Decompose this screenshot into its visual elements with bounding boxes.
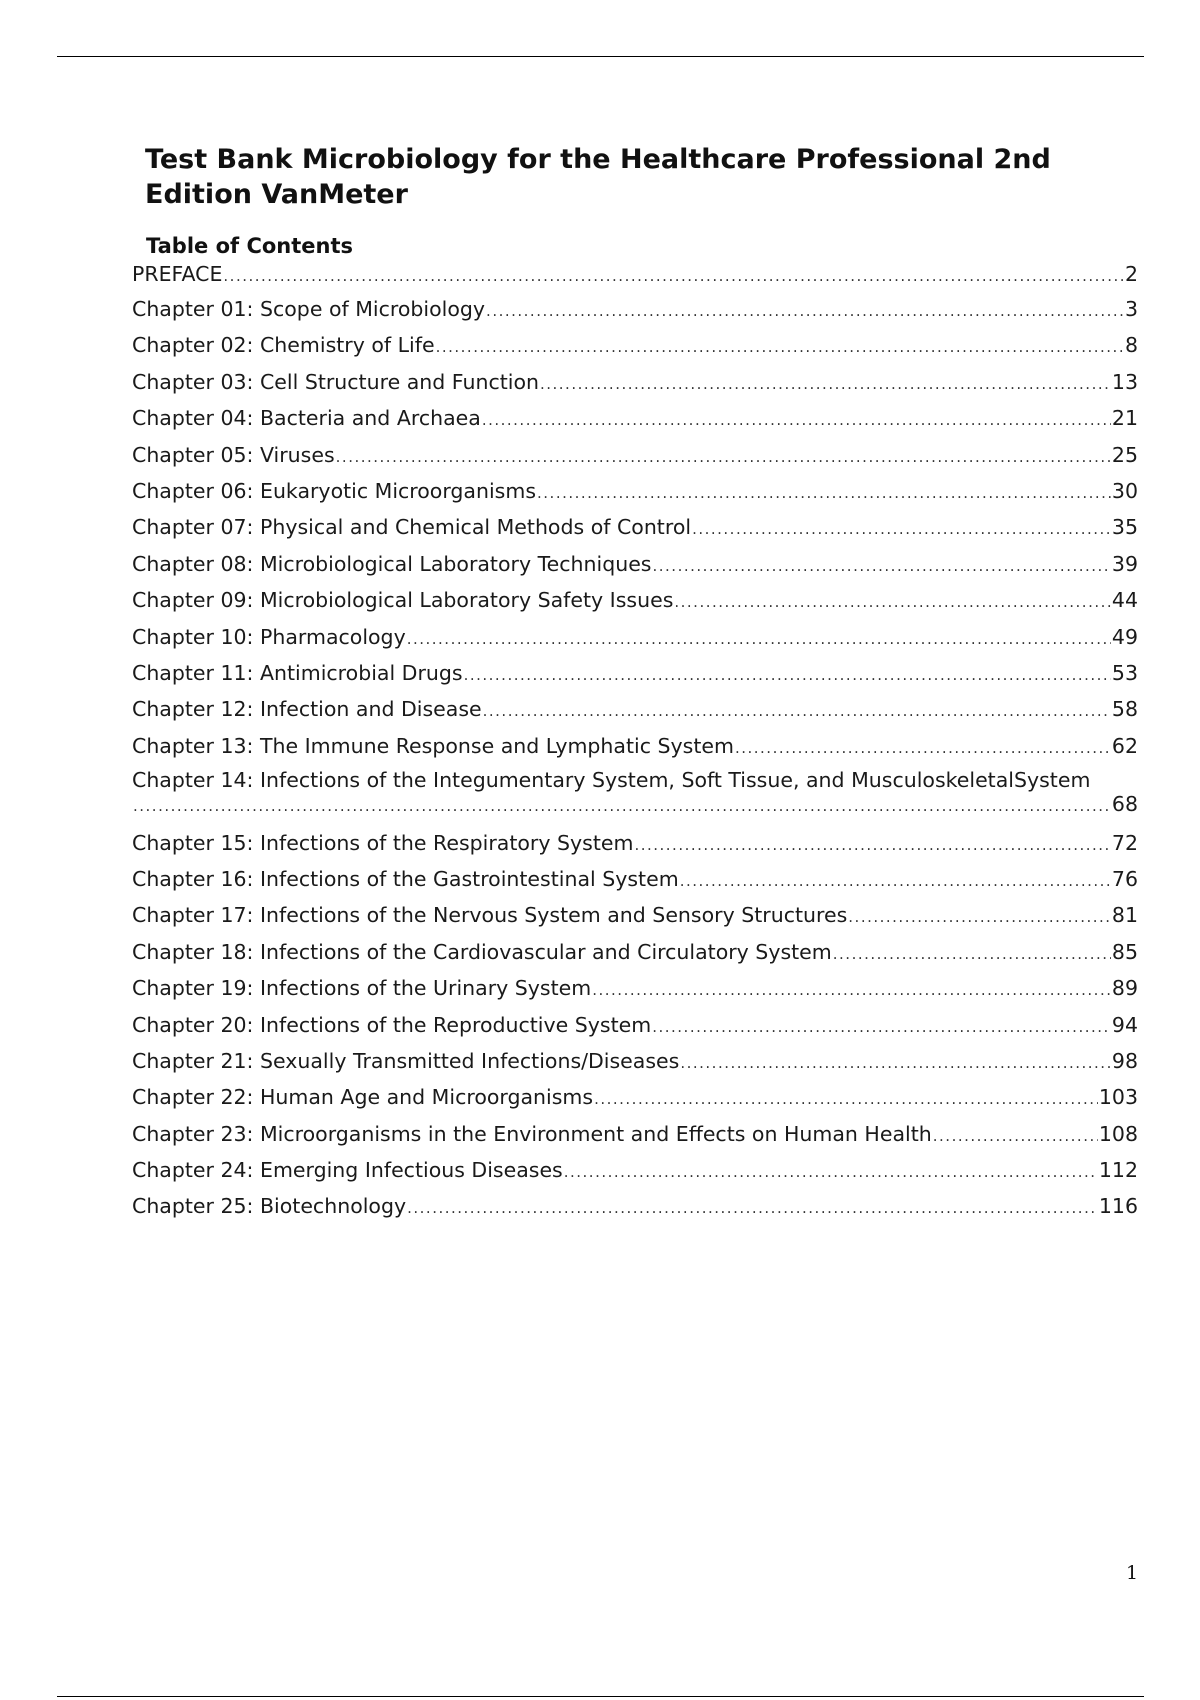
toc-entry-page: 8 xyxy=(1124,333,1138,358)
toc-entry-page: 62 xyxy=(1111,733,1138,758)
toc-entry-title: Chapter 02: Chemistry of Life xyxy=(132,333,435,358)
toc-entry-page: 30 xyxy=(1111,478,1138,503)
toc-entry-chapter-16[interactable] xyxy=(132,865,1138,901)
toc-entry-page: 35 xyxy=(1111,515,1138,540)
toc-entry-page: 25 xyxy=(1111,442,1138,467)
dot-leader xyxy=(848,903,1111,931)
toc-entry-page: 49 xyxy=(1111,624,1138,649)
dot-leader xyxy=(692,515,1111,543)
dot-leader xyxy=(735,734,1111,762)
toc-entry-title: Chapter 17: Infections of the Nervous System and Sensory Structures xyxy=(132,903,848,928)
toc-entry-title: Chapter 22: Human Age and Microorganisms xyxy=(132,1085,594,1110)
toc-entry-title: Chapter 15: Infections of the Respiratory System xyxy=(132,830,634,855)
toc-entry-title: Chapter 11: Antimicrobial Drugs xyxy=(132,660,463,685)
toc-entry-title: Chapter 24: Emerging Infectious Diseases xyxy=(132,1158,563,1183)
dot-leader xyxy=(653,552,1111,580)
toc-entry-title: Chapter 19: Infections of the Urinary System xyxy=(132,976,592,1001)
toc-entry-page: 3 xyxy=(1124,297,1138,321)
dot-leader xyxy=(564,1158,1098,1186)
dot-leader xyxy=(674,588,1111,616)
toc-entry-page: 58 xyxy=(1111,697,1138,722)
toc-entry-chapter-05[interactable] xyxy=(132,441,1138,477)
bottom-rule xyxy=(57,1696,1144,1697)
toc-entry-chapter-14[interactable] xyxy=(132,768,1138,829)
document-title: Test Bank Microbiology for the Healthcare Professional 2nd Edition VanMeter xyxy=(145,144,1051,210)
toc-entry-chapter-04[interactable] xyxy=(132,404,1138,440)
toc-entry-page: 13 xyxy=(1111,369,1138,394)
dot-leader xyxy=(634,831,1110,859)
dot-leader xyxy=(594,1085,1098,1113)
toc-entry-page: 72 xyxy=(1111,830,1138,855)
toc-entry-title: Chapter 12: Infection and Disease xyxy=(132,697,482,722)
toc-entry-page: 116 xyxy=(1098,1194,1138,1219)
toc-entry-chapter-06[interactable] xyxy=(132,477,1138,513)
dot-leader xyxy=(464,661,1111,689)
dot-leader xyxy=(407,1194,1098,1222)
toc-entry-chapter-15[interactable] xyxy=(132,829,1138,865)
toc-entry-chapter-23[interactable] xyxy=(132,1120,1138,1156)
toc-entry-title: Chapter 23: Microorganisms in the Environment and Effects on Human Health xyxy=(132,1121,932,1146)
dot-leader xyxy=(933,1122,1098,1150)
toc-entry-chapter-20[interactable] xyxy=(132,1011,1138,1047)
dot-leader xyxy=(540,370,1111,398)
toc-entry-title: Chapter 10: Pharmacology xyxy=(132,624,406,649)
toc-entry-chapter-17[interactable] xyxy=(132,901,1138,937)
toc-entry-chapter-01[interactable] xyxy=(132,295,1138,331)
toc-entry-page: 68 xyxy=(1111,792,1138,817)
toc-entry-chapter-11[interactable] xyxy=(132,659,1138,695)
dot-leader xyxy=(223,262,1124,290)
toc-entry-chapter-24[interactable] xyxy=(132,1156,1138,1192)
toc-entry-page: 103 xyxy=(1098,1085,1138,1110)
top-rule xyxy=(57,56,1144,57)
dot-leader xyxy=(336,443,1111,471)
toc-entry-title: Chapter 04: Bacteria and Archaea xyxy=(132,406,481,431)
toc-entry-chapter-10[interactable] xyxy=(132,623,1138,659)
toc-entry-page: 85 xyxy=(1111,939,1138,964)
toc-heading: Table of Contents xyxy=(146,234,354,258)
dot-leader xyxy=(592,976,1111,1004)
toc-entry-page: 76 xyxy=(1111,866,1138,891)
toc-entry-title: PREFACE xyxy=(132,262,223,286)
toc-entry-title: Chapter 18: Infections of the Cardiovascular and Circulatory System xyxy=(132,939,832,964)
toc-entry-title: Chapter 21: Sexually Transmitted Infections/Diseases xyxy=(132,1048,680,1073)
toc-entry-title: Chapter 01: Scope of Microbiology xyxy=(132,297,486,321)
toc-entry-page: 89 xyxy=(1111,976,1138,1001)
toc-entry-title: Chapter 06: Eukaryotic Microorganisms xyxy=(132,478,537,503)
toc-entry-title: Chapter 25: Biotechnology xyxy=(132,1194,407,1219)
toc-entry-page: 94 xyxy=(1111,1012,1138,1037)
dot-leader xyxy=(680,867,1111,895)
toc-entry-chapter-21[interactable] xyxy=(132,1047,1138,1083)
toc-entry-chapter-03[interactable] xyxy=(132,368,1138,404)
toc-entry-title: Chapter 08: Microbiological Laboratory Techniques xyxy=(132,551,652,576)
toc-entry-chapter-09[interactable] xyxy=(132,586,1138,622)
toc-entry-page: 21 xyxy=(1111,406,1138,431)
toc-entry-page: 53 xyxy=(1111,660,1138,685)
toc-entry-title: Chapter 03: Cell Structure and Function xyxy=(132,369,539,394)
page-number: 1 xyxy=(1126,1562,1139,1584)
dot-leader xyxy=(486,297,1124,325)
toc-entry-chapter-08[interactable] xyxy=(132,550,1138,586)
toc-entry-title: Chapter 05: Viruses xyxy=(132,442,335,467)
dot-leader xyxy=(482,406,1111,434)
toc-entry-title: Chapter 09: Microbiological Laboratory Safety Issues xyxy=(132,588,674,613)
toc-entry-page: 2 xyxy=(1124,262,1138,286)
dot-leader xyxy=(483,697,1111,725)
toc-entry-chapter-22[interactable] xyxy=(132,1083,1138,1119)
toc-entry-chapter-18[interactable] xyxy=(132,938,1138,974)
toc-entry-page: 108 xyxy=(1098,1121,1138,1146)
toc-entry-page: 112 xyxy=(1098,1158,1138,1183)
toc-entry-title: Chapter 14: Infections of the Integumentary System, Soft Tissue, and MusculoskeletalSystem xyxy=(132,768,1091,793)
toc-entry-chapter-19[interactable] xyxy=(132,974,1138,1010)
dot-leader xyxy=(652,1013,1111,1041)
dot-leader xyxy=(537,479,1111,507)
toc-entry-page: 98 xyxy=(1111,1048,1138,1073)
table-of-contents xyxy=(132,260,1138,1229)
toc-entry-chapter-07[interactable] xyxy=(132,513,1138,549)
toc-entry-title: Chapter 20: Infections of the Reproductive System xyxy=(132,1012,652,1037)
toc-entry-title: Chapter 07: Physical and Chemical Methods of Control xyxy=(132,515,692,540)
dot-leader xyxy=(407,625,1111,653)
toc-entry-chapter-12[interactable] xyxy=(132,695,1138,731)
dot-leader xyxy=(833,940,1111,968)
toc-entry-page: 81 xyxy=(1111,903,1138,928)
toc-entry-chapter-02[interactable] xyxy=(132,331,1138,367)
toc-entry-title: Chapter 16: Infections of the Gastrointestinal System xyxy=(132,866,679,891)
toc-entry-page: 44 xyxy=(1111,588,1138,613)
dot-leader xyxy=(680,1049,1111,1077)
dot-leader xyxy=(133,794,1111,818)
toc-entry-preface[interactable] xyxy=(132,260,1138,295)
toc-entry-chapter-25[interactable] xyxy=(132,1192,1138,1228)
dot-leader xyxy=(436,333,1124,361)
toc-entry-chapter-13[interactable] xyxy=(132,732,1138,768)
toc-entry-title: Chapter 13: The Immune Response and Lymphatic System xyxy=(132,733,734,758)
toc-entry-page: 39 xyxy=(1111,551,1138,576)
